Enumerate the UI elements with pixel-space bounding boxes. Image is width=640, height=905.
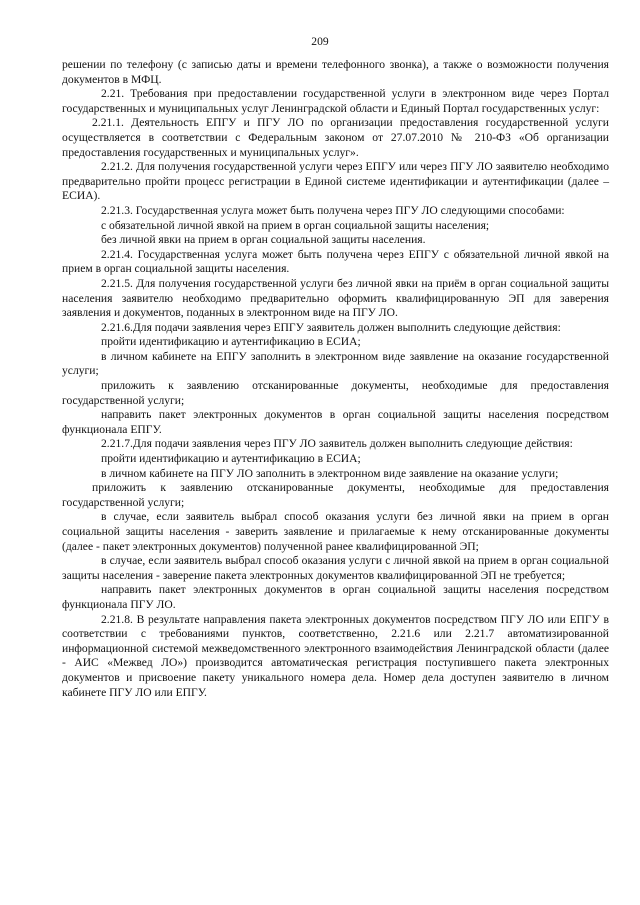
paragraph: в личном кабинете на ЕПГУ заполнить в электронном виде заявление на оказание государственной услуги; [62,349,609,378]
paragraph: в случае, если заявитель выбрал способ оказания услуги без личной явки на прием в орган социальной защиты населения - заверить заявление и прилагаемые к нему отсканированные документы (далее - пакет электронных документов) полученной ранее квалифицированной ЭП; [62,510,609,553]
paragraph: решении по телефону (с записью даты и времени телефонного звонка), а также о возможности получения документов в МФЦ. [62,58,609,86]
paragraph: направить пакет электронных документов в орган социальной защиты населения посредством функционала ЕПГУ. [62,408,609,436]
paragraph: приложить к заявлению отсканированные документы, необходимые для предоставления государственной услуги; [62,481,609,509]
paragraph: 2.21.6.Для подачи заявления через ЕПГУ заявитель должен выполнить следующие действия: [101,320,561,334]
page-number: 209 [311,35,329,48]
paragraph: 2.21.8. В результате направления пакета электронных документов посредством ПГУ ЛО или ЕПГУ в соответствии с требованиями пунктов, соответственно, 2.21.6 или 2.21.7 автоматизированной информационной системой межведомственного электронного взаимодействия Ленинградской области (далее - АИС «Межвед ЛО») производится автоматическая регистрация поступившего пакета электронных документов и присвоение пакету уникального номера дела. Номер дела доступен заявителю в личном кабинете ПГУ ЛО или ЕПГУ. [62,612,609,699]
paragraph: пройти идентификацию и аутентификацию в ЕСИА; [101,335,361,349]
paragraph: пройти идентификацию и аутентификацию в ЕСИА; [101,452,361,466]
paragraph: 2.21.5. Для получения государственной услуги без личной явки на приём в орган социальной защиты населения заявителю необходимо предварительно оформить квалифицированную ЭП для заверения заявления и документов, поданных в электронном виде на ПГУ ЛО. [62,276,609,320]
paragraph: без личной явки на прием в орган социальной защиты населения. [101,233,426,247]
paragraph: 2.21.3. Государственная услуга может быть получена через ПГУ ЛО следующими способами: [101,203,565,217]
paragraph: направить пакет электронных документов в орган социальной защиты населения посредством функционала ПГУ ЛО. [62,583,609,611]
paragraph: в случае, если заявитель выбрал способ оказания услуги с личной явкой на прием в орган социальной защиты населения - заверение пакета электронных документов квалифицированной ЭП не требуется; [62,554,609,582]
paragraph: приложить к заявлению отсканированные документы, необходимые для предоставления государственной услуги; [62,379,609,407]
paragraph: в личном кабинете на ПГУ ЛО заполнить в электронном виде заявление на оказание услуги; [101,466,559,480]
paragraph: 2.21.7.Для подачи заявления через ПГУ ЛО заявитель должен выполнить следующие действия: [101,437,573,451]
document-body [62,58,609,700]
paragraph: 2.21.2. Для получения государственной услуги через ЕПГУ или через ПГУ ЛО заявителю необходимо предварительно пройти процесс регистрации в Единой системе идентификации и аутентификации (далее – ЕСИА). [62,160,609,203]
paragraph: 2.21. Требования при предоставлении государственной услуги в электронном виде через Портал государственных и муниципальных услуг Ленинградской области и Единый Портал государственных услуг: [62,87,609,115]
paragraph: 2.21.4. Государственная услуга может быть получена через ЕПГУ с обязательной личной явкой на прием в орган социальной защиты населения. [62,247,609,276]
paragraph: с обязательной личной явкой на прием в орган социальной защиты населения; [101,218,490,232]
paragraph: 2.21.1. Деятельность ЕПГУ и ПГУ ЛО по организации предоставления государственной услуги осуществляется в соответствии с Федеральным законом от 27.07.2010 № 210-ФЗ «Об организации предоставления государственных и муниципальных услуг». [62,116,609,159]
